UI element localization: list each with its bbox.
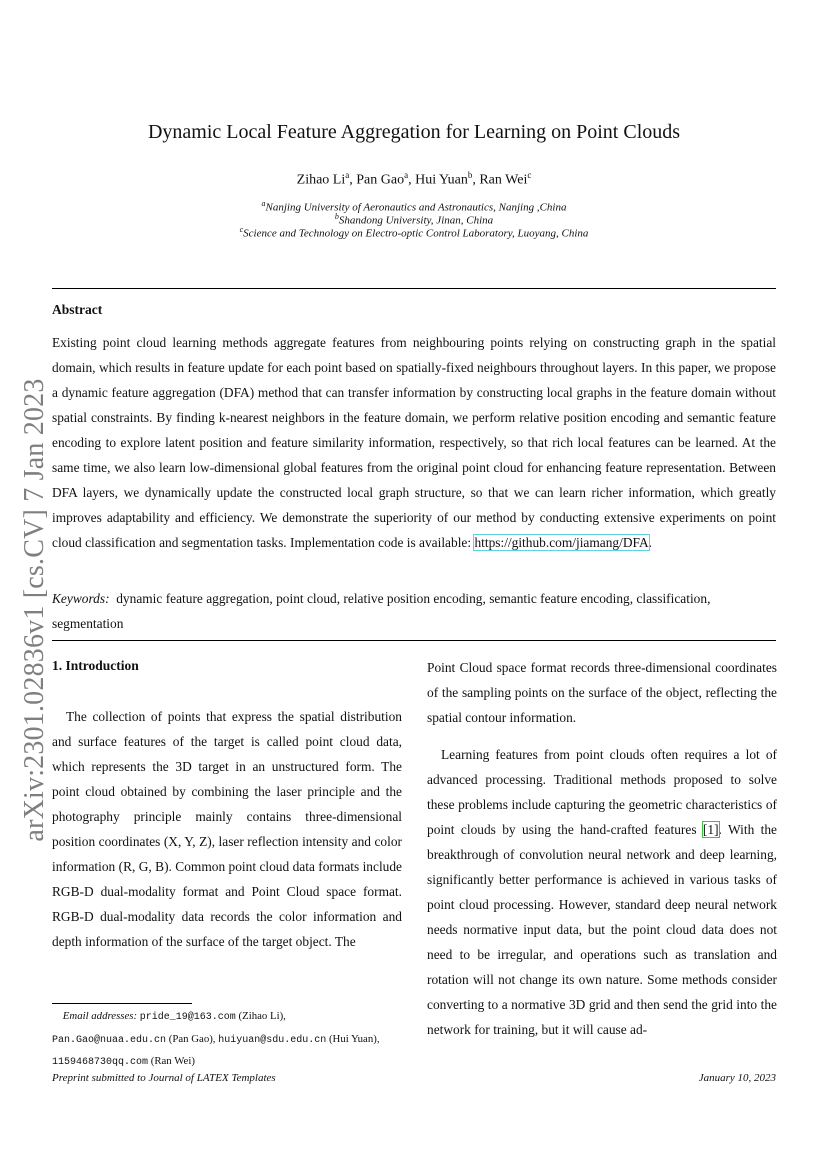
right-column xyxy=(427,658,777,1042)
footnote-name: (Hui Yuan), xyxy=(328,1032,380,1045)
footnote xyxy=(52,1006,408,1074)
affiliation-mark: a xyxy=(261,199,266,208)
author-name: Zihao Li xyxy=(296,172,346,188)
email-link[interactable]: 1159468730qq.com xyxy=(52,1057,149,1068)
affiliation-text: Shandong University, Jinan, China xyxy=(338,214,494,227)
author-name: Pan Gao xyxy=(356,172,405,188)
paragraph: The collection of points that express the spatial distribution and surface features of the target is called point cloud data, which represents the 3D target in an unstructured form. The point cloud obtained by combining the laser principle and the photography principle mainly contains three-dimensional position coordinates (X, Y, Z), laser reflection intensity and color information (R, G, B). Common point cloud data formats include RGB-D dual-modality format and Point Cloud space format. RGB-D dual-modality data records the color information and depth information of the surface of the target object. The xyxy=(52,709,402,949)
affiliation-mark: c xyxy=(239,225,244,234)
footnote-rule xyxy=(52,1003,192,1004)
affiliation xyxy=(52,225,776,240)
abstract-heading: Abstract xyxy=(52,302,103,317)
author-mark: a xyxy=(345,170,350,180)
paper-title: Dynamic Local Feature Aggregation for Learning on Point Clouds xyxy=(147,121,681,143)
footnote-label: Email addresses: xyxy=(62,1010,138,1022)
email-link[interactable]: pride_19@163.com xyxy=(139,1012,236,1023)
abstract-text: Existing point cloud learning methods aggregate features from neighbouring points relying on constructing graph in the spatial domain, which results in feature update for each point based on spatially-fixed neighbours throughout layers. In this paper, we propose a dynamic feature aggregation (DFA) method that can transfer information by constructing local graphs in the feature domain without spatial constraints. By finding k-nearest neighbors in the feature domain, we perform relative position encoding and semantic feature encoding to explore latent position and feature similarity information, respectively, so that rich local features can be learned. At the same time, we also learn low-dimensional global features from the original point cloud for enhancing feature representation. Between DFA layers, we dynamically update the constructed local graph structure, so that we can learn richer information, which greatly improves adaptability and efficiency. We demonstrate the superiority of our method by conducting extensive experiments on point cloud classification and segmentation tasks. Implementation code is available: xyxy=(52,335,776,550)
keywords-text: dynamic feature aggregation, point cloud, relative position encoding, semantic feature encoding, classification, segmentation xyxy=(52,591,711,631)
arxiv-stamp-text: arXiv:2301.02836v1 [cs.CV] 7 Jan 2023 xyxy=(19,378,50,842)
affiliation-text: Nanjing University of Aeronautics and Astronautics, Nanjing ,China xyxy=(265,201,567,214)
affiliation-mark: b xyxy=(334,212,339,221)
author-name: Hui Yuan xyxy=(415,172,468,188)
footnote-name: (Zihao Li), xyxy=(238,1010,286,1022)
abstract-end: . xyxy=(648,535,652,550)
divider xyxy=(52,640,776,641)
citation-link[interactable]: [1] xyxy=(702,822,719,837)
left-column xyxy=(52,658,402,954)
author-mark: a xyxy=(404,170,409,180)
footnote-name: (Pan Gao), xyxy=(168,1032,216,1045)
affiliation-text: Science and Technology on Electro-optic Control Laboratory, Luoyang, China xyxy=(243,227,589,240)
author-list: Zihao Li$^a$, Pan Gao$^a$, Hui Yuan$^b$, Ran Wei$^c$ xyxy=(296,170,532,188)
date-note: January 10, 2023 xyxy=(698,1072,776,1084)
paragraph xyxy=(427,742,777,1042)
abstract-body xyxy=(52,330,776,555)
section-heading: 1. Introduction xyxy=(52,658,139,673)
divider xyxy=(52,288,776,289)
journal-note: Preprint submitted to Journal of LATEX Templates xyxy=(52,1072,276,1084)
keywords xyxy=(52,586,776,636)
code-link[interactable]: https://github.com/jiamang/DFA xyxy=(474,535,649,550)
footnote-name: (Ran Wei) xyxy=(150,1055,195,1067)
author-mark: c xyxy=(527,170,532,180)
paragraph-text: . With the breakthrough of convolution neural network and deep learning, significantly better performance is achieved in various tasks of point cloud processing. However, standard deep neural network needs normative input data, but the point cloud data does not need to be irregular, and operations such as translation and rotation will not change its own nature. Some methods consider converting to a normative 3D grid and then send the grid into the network for training, but it will cause ad- xyxy=(427,822,778,1037)
author-name: Ran Wei xyxy=(479,172,528,188)
paragraph-text: Learning features from point clouds often requires a lot of advanced processing. Traditional methods proposed to solve these problems include capturing the geometric characteristics of point clouds by using the hand-crafted features xyxy=(427,747,777,837)
author-mark: b xyxy=(467,170,473,180)
email-link[interactable]: Pan.Gao@nuaa.edu.cn xyxy=(52,1034,167,1046)
keywords-label: Keywords: xyxy=(52,591,110,606)
email-link[interactable]: huiyuan@sdu.edu.cn xyxy=(218,1034,327,1046)
paragraph: Point Cloud space format records three-dimensional coordinates of the sampling points on the surface of the object, reflecting the spatial contour information. xyxy=(427,660,777,725)
